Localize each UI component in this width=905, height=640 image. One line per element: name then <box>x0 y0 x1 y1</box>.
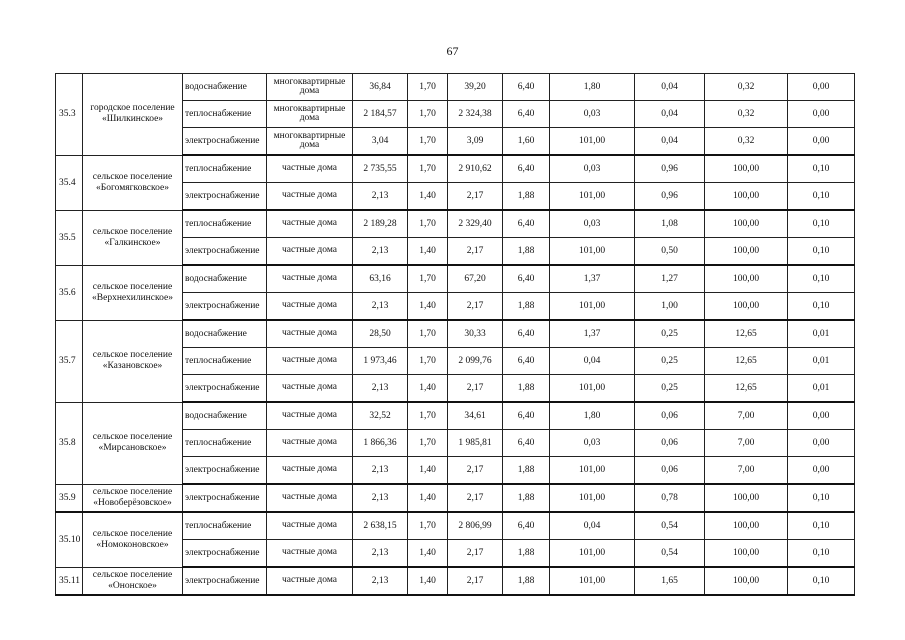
value-7-cell: 100,00 <box>705 567 788 595</box>
value-5-cell: 101,00 <box>550 375 635 403</box>
value-7-cell: 100,00 <box>705 484 788 512</box>
value-6-cell: 0,04 <box>635 128 705 156</box>
housing-type-cell: частные дома <box>267 238 353 266</box>
value-3-cell: 2 099,76 <box>448 348 503 375</box>
value-2-cell: 1,70 <box>408 348 448 375</box>
municipality-name: сельское поселение «Ононское» <box>83 567 183 595</box>
service-cell: теплоснабжение <box>183 101 267 128</box>
housing-type-cell: частные дома <box>267 567 353 595</box>
value-4-cell: 6,40 <box>503 430 550 457</box>
value-8-cell: 0,00 <box>788 402 855 430</box>
value-3-cell: 2,17 <box>448 238 503 266</box>
service-cell: теплоснабжение <box>183 210 267 238</box>
value-1-cell: 28,50 <box>353 320 408 348</box>
housing-type-cell: частные дома <box>267 320 353 348</box>
value-7-cell: 0,32 <box>705 128 788 156</box>
value-6-cell: 1,65 <box>635 567 705 595</box>
service-cell: водоснабжение <box>183 74 267 101</box>
value-5-cell: 0,03 <box>550 210 635 238</box>
municipality-name: сельское поселение «Мирсановское» <box>83 402 183 484</box>
value-3-cell: 2 910,62 <box>448 155 503 183</box>
value-2-cell: 1,40 <box>408 293 448 321</box>
table-row <box>56 265 855 293</box>
value-4-cell: 6,40 <box>503 512 550 540</box>
table-row <box>56 512 855 540</box>
item-code: 35.9 <box>56 484 83 512</box>
value-5-cell: 0,03 <box>550 155 635 183</box>
value-1-cell: 2,13 <box>353 375 408 403</box>
value-1-cell: 2,13 <box>353 484 408 512</box>
service-cell: электроснабжение <box>183 128 267 156</box>
service-cell: электроснабжение <box>183 238 267 266</box>
value-6-cell: 0,04 <box>635 101 705 128</box>
value-3-cell: 2,17 <box>448 567 503 595</box>
value-3-cell: 2 329,40 <box>448 210 503 238</box>
value-4-cell: 1,88 <box>503 567 550 595</box>
value-1-cell: 3,04 <box>353 128 408 156</box>
value-6-cell: 1,08 <box>635 210 705 238</box>
value-6-cell: 0,54 <box>635 512 705 540</box>
value-4-cell: 1,88 <box>503 238 550 266</box>
value-2-cell: 1,70 <box>408 210 448 238</box>
value-2-cell: 1,40 <box>408 484 448 512</box>
value-5-cell: 101,00 <box>550 484 635 512</box>
housing-type-cell: многоквартирные дома <box>267 74 353 101</box>
value-4-cell: 1,88 <box>503 293 550 321</box>
housing-type-cell: частные дома <box>267 540 353 568</box>
value-8-cell: 0,10 <box>788 293 855 321</box>
value-6-cell: 0,06 <box>635 430 705 457</box>
value-3-cell: 2,17 <box>448 484 503 512</box>
value-2-cell: 1,70 <box>408 512 448 540</box>
value-2-cell: 1,40 <box>408 540 448 568</box>
value-1-cell: 36,84 <box>353 74 408 101</box>
housing-type-cell: частные дома <box>267 293 353 321</box>
table-row <box>56 74 855 101</box>
value-1-cell: 1 866,36 <box>353 430 408 457</box>
service-cell: теплоснабжение <box>183 430 267 457</box>
value-7-cell: 0,32 <box>705 101 788 128</box>
value-7-cell: 7,00 <box>705 457 788 485</box>
table-row <box>56 402 855 430</box>
value-1-cell: 2 735,55 <box>353 155 408 183</box>
municipality-name: сельское поселение «Богомягковское» <box>83 155 183 210</box>
value-2-cell: 1,70 <box>408 265 448 293</box>
housing-type-cell: частные дома <box>267 348 353 375</box>
value-1-cell: 2 184,57 <box>353 101 408 128</box>
value-5-cell: 101,00 <box>550 567 635 595</box>
municipality-name: сельское поселение «Галкинское» <box>83 210 183 265</box>
value-4-cell: 6,40 <box>503 348 550 375</box>
value-6-cell: 0,25 <box>635 375 705 403</box>
value-3-cell: 2,17 <box>448 540 503 568</box>
service-cell: водоснабжение <box>183 265 267 293</box>
value-7-cell: 7,00 <box>705 430 788 457</box>
value-2-cell: 1,40 <box>408 457 448 485</box>
item-code: 35.6 <box>56 265 83 320</box>
value-6-cell: 0,96 <box>635 183 705 211</box>
value-8-cell: 0,01 <box>788 320 855 348</box>
value-8-cell: 0,00 <box>788 430 855 457</box>
municipality-name: сельское поселение «Верхнехилинское» <box>83 265 183 320</box>
value-2-cell: 1,70 <box>408 74 448 101</box>
item-code: 35.8 <box>56 402 83 484</box>
value-6-cell: 0,78 <box>635 484 705 512</box>
service-cell: водоснабжение <box>183 320 267 348</box>
value-3-cell: 39,20 <box>448 74 503 101</box>
value-3-cell: 34,61 <box>448 402 503 430</box>
value-3-cell: 67,20 <box>448 265 503 293</box>
value-1-cell: 2,13 <box>353 457 408 485</box>
value-6-cell: 0,06 <box>635 457 705 485</box>
value-1-cell: 2,13 <box>353 567 408 595</box>
value-1-cell: 2,13 <box>353 238 408 266</box>
tariff-table <box>55 73 855 596</box>
value-5-cell: 101,00 <box>550 540 635 568</box>
value-7-cell: 100,00 <box>705 512 788 540</box>
value-1-cell: 2 638,15 <box>353 512 408 540</box>
item-code: 35.3 <box>56 74 83 156</box>
housing-type-cell: многоквартирные дома <box>267 101 353 128</box>
item-code: 35.4 <box>56 155 83 210</box>
value-5-cell: 101,00 <box>550 183 635 211</box>
service-cell: электроснабжение <box>183 457 267 485</box>
housing-type-cell: частные дома <box>267 210 353 238</box>
value-2-cell: 1,70 <box>408 430 448 457</box>
value-2-cell: 1,40 <box>408 183 448 211</box>
value-3-cell: 2 324,38 <box>448 101 503 128</box>
value-5-cell: 0,04 <box>550 348 635 375</box>
service-cell: электроснабжение <box>183 567 267 595</box>
value-5-cell: 1,80 <box>550 402 635 430</box>
value-4-cell: 1,60 <box>503 128 550 156</box>
value-4-cell: 1,88 <box>503 540 550 568</box>
item-code: 35.7 <box>56 320 83 402</box>
value-6-cell: 1,00 <box>635 293 705 321</box>
service-cell: электроснабжение <box>183 540 267 568</box>
housing-type-cell: частные дома <box>267 457 353 485</box>
value-6-cell: 0,06 <box>635 402 705 430</box>
value-5-cell: 101,00 <box>550 457 635 485</box>
value-2-cell: 1,70 <box>408 101 448 128</box>
table-row <box>56 155 855 183</box>
value-4-cell: 6,40 <box>503 402 550 430</box>
value-7-cell: 100,00 <box>705 238 788 266</box>
value-7-cell: 100,00 <box>705 293 788 321</box>
value-8-cell: 0,00 <box>788 457 855 485</box>
value-8-cell: 0,10 <box>788 155 855 183</box>
value-7-cell: 0,32 <box>705 74 788 101</box>
service-cell: теплоснабжение <box>183 348 267 375</box>
value-5-cell: 1,37 <box>550 265 635 293</box>
value-3-cell: 2,17 <box>448 375 503 403</box>
housing-type-cell: частные дома <box>267 183 353 211</box>
housing-type-cell: частные дома <box>267 430 353 457</box>
value-3-cell: 2 806,99 <box>448 512 503 540</box>
value-1-cell: 2 189,28 <box>353 210 408 238</box>
table-row <box>56 210 855 238</box>
value-6-cell: 0,25 <box>635 348 705 375</box>
table-row <box>56 567 855 595</box>
service-cell: теплоснабжение <box>183 155 267 183</box>
value-4-cell: 6,40 <box>503 155 550 183</box>
value-5-cell: 0,03 <box>550 430 635 457</box>
housing-type-cell: многоквартирные дома <box>267 128 353 156</box>
housing-type-cell: частные дома <box>267 375 353 403</box>
value-8-cell: 0,01 <box>788 348 855 375</box>
table-row <box>56 484 855 512</box>
value-7-cell: 100,00 <box>705 265 788 293</box>
value-1-cell: 2,13 <box>353 540 408 568</box>
value-8-cell: 0,00 <box>788 128 855 156</box>
value-4-cell: 6,40 <box>503 74 550 101</box>
value-3-cell: 2,17 <box>448 183 503 211</box>
item-code: 35.5 <box>56 210 83 265</box>
value-2-cell: 1,40 <box>408 238 448 266</box>
value-3-cell: 3,09 <box>448 128 503 156</box>
value-1-cell: 32,52 <box>353 402 408 430</box>
municipality-name: городское поселение «Шилкинское» <box>83 74 183 156</box>
value-4-cell: 6,40 <box>503 265 550 293</box>
service-cell: электроснабжение <box>183 183 267 211</box>
value-1-cell: 1 973,46 <box>353 348 408 375</box>
value-4-cell: 1,88 <box>503 457 550 485</box>
value-8-cell: 0,10 <box>788 183 855 211</box>
municipality-name: сельское поселение «Номоконовское» <box>83 512 183 567</box>
value-5-cell: 101,00 <box>550 238 635 266</box>
value-4-cell: 1,88 <box>503 484 550 512</box>
value-4-cell: 6,40 <box>503 101 550 128</box>
value-8-cell: 0,10 <box>788 540 855 568</box>
service-cell: электроснабжение <box>183 293 267 321</box>
value-4-cell: 1,88 <box>503 375 550 403</box>
table-body <box>56 74 855 596</box>
municipality-name: сельское поселение «Новоберёзовское» <box>83 484 183 512</box>
housing-type-cell: частные дома <box>267 402 353 430</box>
value-8-cell: 0,00 <box>788 74 855 101</box>
value-4-cell: 6,40 <box>503 320 550 348</box>
value-5-cell: 1,80 <box>550 74 635 101</box>
value-3-cell: 1 985,81 <box>448 430 503 457</box>
value-6-cell: 0,50 <box>635 238 705 266</box>
value-3-cell: 2,17 <box>448 457 503 485</box>
value-8-cell: 0,10 <box>788 265 855 293</box>
value-2-cell: 1,70 <box>408 320 448 348</box>
value-1-cell: 63,16 <box>353 265 408 293</box>
value-6-cell: 0,54 <box>635 540 705 568</box>
value-5-cell: 0,03 <box>550 101 635 128</box>
service-cell: электроснабжение <box>183 484 267 512</box>
value-7-cell: 100,00 <box>705 183 788 211</box>
value-4-cell: 6,40 <box>503 210 550 238</box>
value-5-cell: 1,37 <box>550 320 635 348</box>
housing-type-cell: частные дома <box>267 484 353 512</box>
value-7-cell: 100,00 <box>705 540 788 568</box>
service-cell: электроснабжение <box>183 375 267 403</box>
value-8-cell: 0,00 <box>788 101 855 128</box>
value-8-cell: 0,10 <box>788 484 855 512</box>
value-7-cell: 100,00 <box>705 155 788 183</box>
value-6-cell: 0,25 <box>635 320 705 348</box>
value-3-cell: 2,17 <box>448 293 503 321</box>
value-8-cell: 0,10 <box>788 567 855 595</box>
value-7-cell: 12,65 <box>705 320 788 348</box>
value-8-cell: 0,10 <box>788 210 855 238</box>
housing-type-cell: частные дома <box>267 155 353 183</box>
service-cell: теплоснабжение <box>183 512 267 540</box>
value-8-cell: 0,10 <box>788 512 855 540</box>
value-5-cell: 101,00 <box>550 128 635 156</box>
value-8-cell: 0,01 <box>788 375 855 403</box>
value-5-cell: 0,04 <box>550 512 635 540</box>
value-2-cell: 1,70 <box>408 128 448 156</box>
housing-type-cell: частные дома <box>267 265 353 293</box>
municipality-name: сельское поселение «Казановское» <box>83 320 183 402</box>
value-2-cell: 1,70 <box>408 402 448 430</box>
value-7-cell: 100,00 <box>705 210 788 238</box>
housing-type-cell: частные дома <box>267 512 353 540</box>
page-number: 67 <box>446 44 459 58</box>
value-4-cell: 1,88 <box>503 183 550 211</box>
item-code: 35.10 <box>56 512 83 567</box>
value-7-cell: 12,65 <box>705 348 788 375</box>
value-3-cell: 30,33 <box>448 320 503 348</box>
value-8-cell: 0,10 <box>788 238 855 266</box>
value-1-cell: 2,13 <box>353 183 408 211</box>
value-2-cell: 1,40 <box>408 375 448 403</box>
value-1-cell: 2,13 <box>353 293 408 321</box>
value-7-cell: 7,00 <box>705 402 788 430</box>
value-6-cell: 0,96 <box>635 155 705 183</box>
value-7-cell: 12,65 <box>705 375 788 403</box>
value-5-cell: 101,00 <box>550 293 635 321</box>
value-2-cell: 1,70 <box>408 155 448 183</box>
value-2-cell: 1,40 <box>408 567 448 595</box>
value-6-cell: 1,27 <box>635 265 705 293</box>
item-code: 35.11 <box>56 567 83 595</box>
service-cell: водоснабжение <box>183 402 267 430</box>
value-6-cell: 0,04 <box>635 74 705 101</box>
table-row <box>56 320 855 348</box>
